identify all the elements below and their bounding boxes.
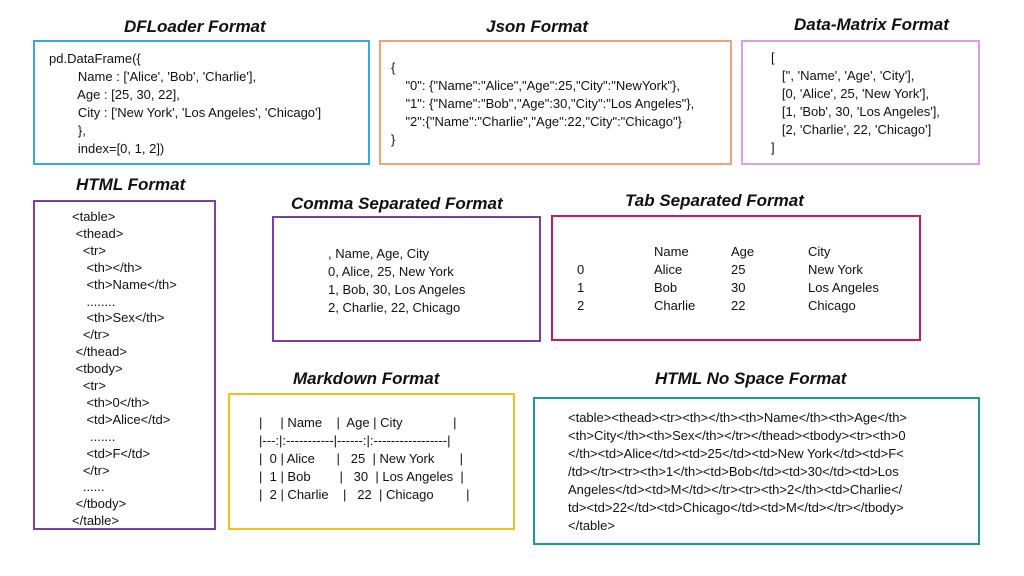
table-cell: Name bbox=[654, 244, 689, 259]
dfloader-box bbox=[33, 40, 370, 165]
code-line: ['', 'Name', 'Age', 'City'], bbox=[771, 68, 915, 83]
code-line: Name : ['Alice', 'Bob', 'Charlie'], bbox=[49, 69, 257, 84]
html-format-box bbox=[33, 200, 216, 530]
html-nospace-title: HTML No Space Format bbox=[655, 369, 847, 388]
code-line: ........ bbox=[72, 293, 116, 309]
table-cell: 22 bbox=[731, 298, 746, 313]
code-line: <td>Alice</td> bbox=[72, 411, 171, 427]
code-line: Age : [25, 30, 22], bbox=[49, 87, 180, 102]
code-line: | 1 | Bob | 30 | Los Angeles | bbox=[259, 469, 464, 484]
code-line: <table> bbox=[72, 209, 116, 224]
json-title: Json Format bbox=[486, 17, 589, 36]
code-line: <tbody> bbox=[72, 361, 123, 377]
table-cell: Chicago bbox=[808, 298, 856, 313]
table-cell: 2 bbox=[577, 298, 585, 313]
html-format-title: HTML Format bbox=[76, 175, 186, 194]
code-line: "1": {"Name":"Bob","Age":30,"City":"Los Angeles"}, bbox=[391, 96, 695, 111]
table-cell: New York bbox=[808, 262, 863, 277]
code-line: }, bbox=[49, 123, 86, 138]
code-line: /td></tr><tr><th>1</th><td>Bob</td><td>30</td><td>Los bbox=[568, 464, 899, 479]
code-line: <td>F</td> bbox=[72, 445, 151, 461]
markdown-code bbox=[230, 395, 513, 528]
code-line: <thead> bbox=[72, 225, 124, 241]
table-cell: Bob bbox=[654, 280, 678, 295]
code-line: </th><td>Alice</td><td>25</td><td>New York</td><td>F< bbox=[568, 446, 904, 461]
code-line: 2, Charlie, 22, Chicago bbox=[328, 300, 461, 315]
code-line: ...... bbox=[72, 479, 105, 495]
code-line: <th></th> bbox=[72, 259, 143, 275]
code-line: | | Name | Age | City | bbox=[259, 415, 457, 430]
data-matrix-title: Data-Matrix Format bbox=[794, 15, 949, 34]
code-line: <th>City</th><th>Sex</th></tr></thead><tbody><tr><th>0 bbox=[568, 428, 906, 443]
table-cell: Charlie bbox=[654, 298, 696, 313]
table-cell: Age bbox=[731, 244, 755, 259]
data-matrix-box bbox=[741, 40, 980, 165]
table-cell: 30 bbox=[731, 280, 746, 295]
code-line: 0, Alice, 25, New York bbox=[328, 264, 454, 279]
table-cell: Alice bbox=[654, 262, 683, 277]
table-cell: Los Angeles bbox=[808, 280, 879, 295]
code-line: index=[0, 1, 2]) bbox=[49, 141, 165, 156]
code-line: , Name, Age, City bbox=[328, 246, 430, 261]
table-cell: 25 bbox=[731, 262, 746, 277]
dfloader-code bbox=[35, 42, 368, 163]
code-line: </tr> bbox=[72, 327, 110, 343]
code-line: </tr> bbox=[72, 462, 110, 478]
code-line: } bbox=[391, 132, 396, 147]
code-line: pd.DataFrame({ bbox=[49, 51, 141, 66]
comma-box bbox=[272, 216, 541, 342]
code-line: </thead> bbox=[72, 344, 127, 360]
code-line: "0": {"Name":"Alice","Age":25,"City":"NewYork"}, bbox=[391, 78, 681, 93]
code-line: [2, 'Charlie', 22, 'Chicago'] bbox=[771, 122, 932, 137]
code-line: </table> bbox=[72, 513, 119, 529]
code-line: <th>0</th> bbox=[72, 394, 150, 410]
markdown-box bbox=[228, 393, 515, 530]
html-format-code bbox=[35, 202, 214, 528]
comma-title: Comma Separated Format bbox=[291, 194, 503, 213]
table-cell: 1 bbox=[577, 280, 585, 295]
table-cell: 0 bbox=[577, 262, 585, 277]
code-line: [0, 'Alice', 25, 'New York'], bbox=[771, 86, 930, 101]
code-line: </tbody> bbox=[72, 496, 127, 512]
json-box bbox=[379, 40, 732, 165]
dfloader-title: DFLoader Format bbox=[124, 17, 266, 36]
code-line: 1, Bob, 30, Los Angeles bbox=[328, 282, 466, 297]
code-line: [1, 'Bob', 30, 'Los Angeles'], bbox=[771, 104, 940, 119]
code-line: ....... bbox=[72, 428, 116, 444]
code-line: <tr> bbox=[72, 242, 106, 258]
code-line: { bbox=[391, 60, 396, 75]
code-line: | 2 | Charlie | 22 | Chicago | bbox=[259, 487, 470, 502]
comma-code bbox=[274, 218, 539, 340]
html-nospace-code bbox=[535, 399, 978, 543]
code-line: "2":{"Name":"Charlie","Age":22,"City":"Chicago"} bbox=[391, 114, 682, 129]
tab-table bbox=[553, 217, 919, 339]
tab-box bbox=[551, 215, 921, 341]
markdown-title: Markdown Format bbox=[293, 369, 440, 388]
code-line: ] bbox=[771, 140, 775, 155]
tab-title: Tab Separated Format bbox=[625, 191, 804, 210]
code-line: td><td>22</td><td>Chicago</td><td>M</td></tr></tbody> bbox=[568, 500, 904, 515]
code-line: <th>Sex</th> bbox=[72, 310, 165, 326]
code-line: <tr> bbox=[72, 378, 106, 393]
code-line: Angeles</td><td>M</td></tr><tr><th>2</th><td>Charlie</ bbox=[568, 482, 903, 497]
code-line: | 0 | Alice | 25 | New York | bbox=[259, 451, 464, 466]
html-nospace-box bbox=[533, 397, 980, 545]
code-line: <th>Name</th> bbox=[72, 276, 177, 292]
code-line: [ bbox=[771, 50, 775, 65]
data-matrix-code bbox=[743, 42, 978, 163]
table-cell: City bbox=[808, 244, 831, 259]
json-code bbox=[381, 42, 730, 163]
code-line: |---:|:-----------|------:|:-----------------| bbox=[259, 433, 451, 448]
code-line: </table> bbox=[568, 518, 615, 533]
code-line: City : ['New York', 'Los Angeles', 'Chicago'] bbox=[49, 105, 322, 120]
code-line: <table><thead><tr><th></th><th>Name</th><th>Age</th> bbox=[568, 410, 908, 425]
